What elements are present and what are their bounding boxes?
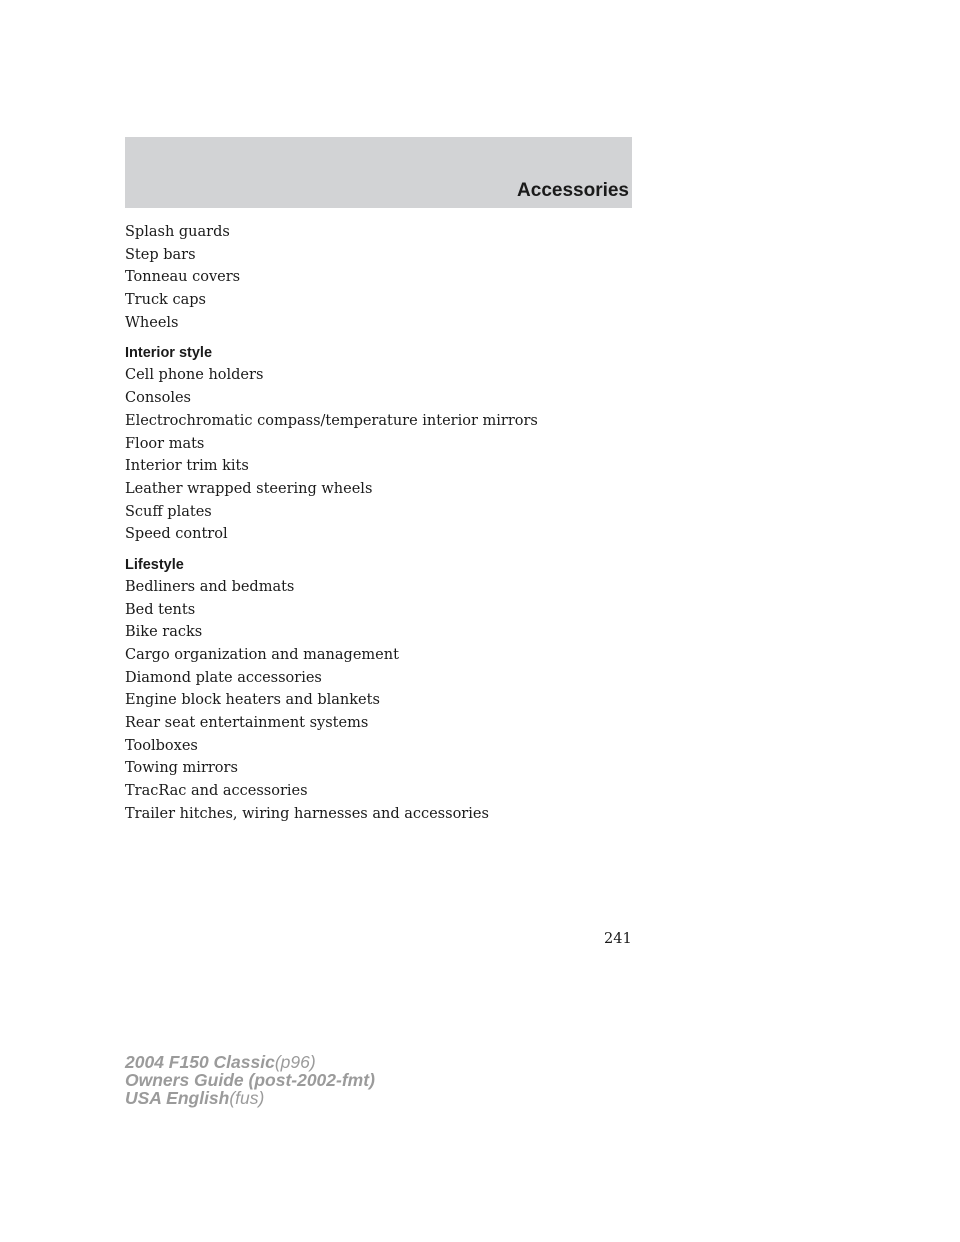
list-item: Rear seat entertainment systems [125, 715, 369, 732]
list-item: Cargo organization and management [125, 647, 399, 663]
list-item: Wheels [125, 314, 179, 331]
list-item: Toolboxes [125, 737, 198, 754]
list-item: Truck caps [125, 292, 206, 309]
list-item: Trailer hitches, wiring harnesses and accessories [125, 805, 489, 822]
footer-language-code: (fus) [229, 1088, 265, 1108]
lifestyle-heading: Lifestyle [125, 556, 184, 573]
section-header-band [125, 137, 632, 208]
section-title: Accessories [517, 180, 629, 201]
footer-line-guide [125, 1071, 375, 1089]
footer-line-model [125, 1053, 375, 1071]
footer-language: USA English [125, 1088, 230, 1108]
list-item: Engine block heaters and blankets [125, 692, 380, 709]
footer-line-language [125, 1089, 375, 1107]
footer-guide: Owners Guide (post-2002-fmt) [125, 1070, 375, 1090]
list-item: Leather wrapped steering wheels [125, 480, 373, 497]
list-item: Cell phone holders [125, 367, 264, 384]
list-item: Bike racks [125, 624, 203, 641]
accessory-list [125, 221, 685, 826]
list-item: TracRac and accessories [125, 783, 308, 800]
list-item: Tonneau covers [125, 269, 241, 286]
footer-model-code: (p96) [274, 1052, 316, 1072]
list-item: Consoles [125, 390, 191, 407]
list-item: Bed tents [125, 601, 196, 618]
list-item: Step bars [125, 246, 196, 263]
footer-model: 2004 F150 Classic [125, 1052, 275, 1072]
list-item: Towing mirrors [125, 760, 238, 777]
list-item: Splash guards [125, 224, 230, 240]
list-item: Speed control [125, 526, 228, 543]
list-item: Floor mats [125, 435, 205, 452]
interior-style-heading: Interior style [125, 345, 213, 362]
list-item: Interior trim kits [125, 458, 249, 475]
document-footer [125, 1053, 375, 1107]
list-item: Scuff plates [125, 503, 212, 520]
list-item: Diamond plate accessories [125, 669, 322, 686]
page-number: 241 [604, 931, 632, 947]
list-item: Electrochromatic compass/temperature interior mirrors [125, 412, 538, 429]
list-item: Bedliners and bedmats [125, 578, 295, 595]
